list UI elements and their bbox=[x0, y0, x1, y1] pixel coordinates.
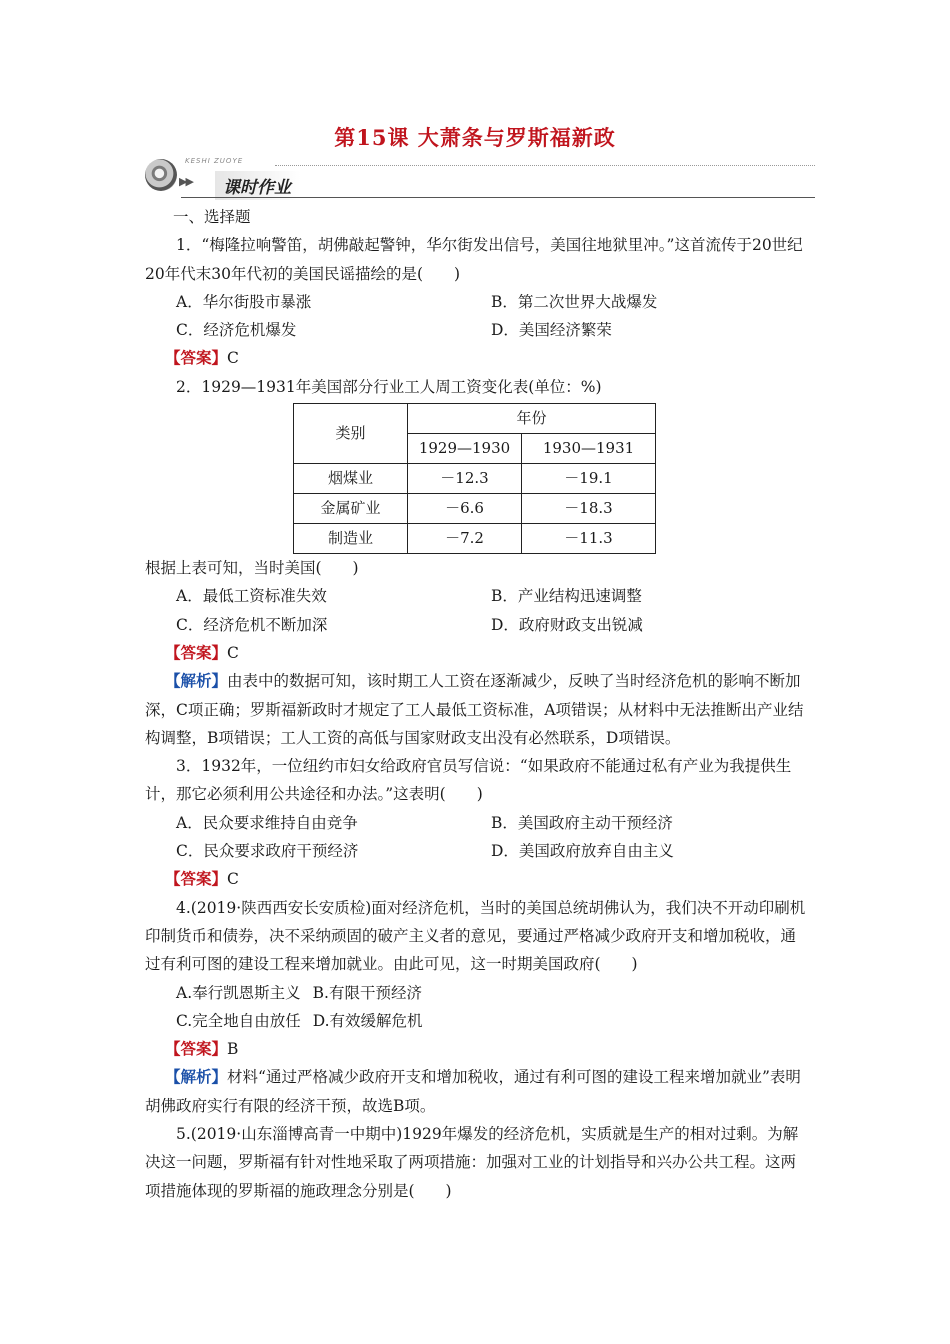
question-3-options-row2 bbox=[145, 837, 810, 865]
answer-tag: 【答案】 bbox=[165, 643, 228, 662]
table-cell: 制造业 bbox=[294, 524, 408, 554]
table-cell: －18.3 bbox=[522, 494, 656, 524]
question-1-options-row2 bbox=[145, 316, 810, 344]
question-3-answer bbox=[145, 865, 810, 893]
table-header-col1: 1929—1930 bbox=[408, 434, 522, 464]
page-title: 第15课 大萧条与罗斯福新政 bbox=[334, 125, 616, 150]
question-5-stem: 5.(2019·山东淄博高青一中期中)1929年爆发的经济危机，实质就是生产的相对过剩。为解决这一问题，罗斯福有针对性地采取了两项措施：加强对工业的计划指导和兴办公共工程。这两项措施体现的罗斯福的施政理念分别是( ) bbox=[145, 1125, 799, 1200]
dotted-divider bbox=[275, 165, 815, 166]
option-d: D．政府财政支出锐减 bbox=[491, 615, 643, 634]
answer-tag: 【答案】 bbox=[165, 1040, 228, 1059]
option-b: B．第二次世界大战爆发 bbox=[491, 292, 658, 311]
option-b: B．美国政府主动干预经济 bbox=[491, 813, 673, 832]
answer-tag: 【答案】 bbox=[165, 870, 228, 889]
option-c: C．经济危机不断加深 bbox=[176, 615, 328, 634]
option-c: C.完全地自由放任 bbox=[176, 1011, 301, 1030]
answer-value: C bbox=[227, 870, 239, 889]
option-d: D．美国经济繁荣 bbox=[491, 321, 612, 340]
option-a: A.奉行凯恩斯主义 bbox=[176, 983, 301, 1002]
answer-value: C bbox=[227, 643, 239, 662]
question-1-answer bbox=[145, 344, 810, 372]
option-c: C．民众要求政府干预经济 bbox=[176, 842, 359, 861]
solid-divider bbox=[181, 197, 815, 198]
question-4-answer bbox=[145, 1035, 810, 1063]
wage-table bbox=[293, 403, 656, 554]
option-a: A．民众要求维持自由竞争 bbox=[176, 813, 358, 832]
option-d: D．美国政府放弃自由主义 bbox=[491, 842, 674, 861]
question-2-answer bbox=[145, 639, 810, 667]
table-header-year: 年份 bbox=[408, 404, 656, 434]
option-a: A．最低工资标准失效 bbox=[176, 587, 327, 606]
gear-icon bbox=[145, 159, 177, 191]
option-b: B．产业结构迅速调整 bbox=[491, 587, 642, 606]
table-header-col2: 1930—1931 bbox=[522, 434, 656, 464]
section-banner bbox=[145, 155, 815, 200]
question-2-options-row1 bbox=[145, 582, 810, 610]
question-4-options-row1 bbox=[145, 979, 810, 1007]
option-b: B.有限干预经济 bbox=[312, 983, 422, 1002]
question-1-options-row1 bbox=[145, 288, 810, 316]
question-4-stem: 4.(2019·陕西西安长安质检)面对经济危机，当时的美国总统胡佛认为，我们决不开动印刷机印制货币和债券，决不采纳顽固的破产主义者的意见，要通过严格减少政府开支和增加税收，通过有利可图的建设工程来增加就业。由此可见，这一时期美国政府( ) bbox=[145, 898, 806, 974]
table-cell: －7.2 bbox=[408, 524, 522, 554]
question-3-stem: 3．1932年，一位纽约市妇女给政府官员写信说：“如果政府不能通过私有产业为我提供生计，那它必须利用公共途径和办法。”这表明( ) bbox=[145, 757, 792, 804]
table-cell: －19.1 bbox=[522, 464, 656, 494]
question-2-stem: 2．1929—1931年美国部分行业工人周工资变化表(单位：%) bbox=[176, 377, 602, 396]
question-2-prompt: 根据上表可知，当时美国( ) bbox=[145, 559, 359, 578]
question-4-options-row2 bbox=[145, 1007, 810, 1035]
analysis-tag: 【解析】 bbox=[165, 1068, 228, 1087]
table-cell: －6.6 bbox=[408, 494, 522, 524]
answer-value: B bbox=[227, 1040, 239, 1059]
table-row bbox=[294, 464, 656, 494]
table-cell: 金属矿业 bbox=[294, 494, 408, 524]
banner-label: 课时作业 bbox=[215, 171, 301, 200]
table-cell: －12.3 bbox=[408, 464, 522, 494]
option-c: C．经济危机爆发 bbox=[176, 321, 297, 340]
analysis-text: 材料“通过严格减少政府开支和增加税收，通过有利可图的建设工程来增加就业”表明胡佛政府实行有限的经济干预，故选B项。 bbox=[145, 1068, 801, 1115]
table-row bbox=[294, 494, 656, 524]
question-content bbox=[145, 203, 810, 1205]
answer-tag: 【答案】 bbox=[165, 349, 228, 368]
question-1-stem: 1．“梅隆拉响警笛，胡佛敲起警钟，华尔街发出信号，美国往地狱里冲。”这首流传于20世纪20年代末30年代初的美国民谣描绘的是( ) bbox=[145, 236, 803, 283]
option-a: A．华尔街股市暴涨 bbox=[176, 292, 312, 311]
section-heading: 一、选择题 bbox=[173, 208, 251, 226]
arrow-icon: ▶▶ bbox=[179, 175, 192, 188]
answer-value: C bbox=[227, 349, 239, 368]
analysis-text: 由表中的数据可知，该时期工人工资在逐渐减少，反映了当时经济危机的影响不断加深，C项正确；罗斯福新政时才规定了工人最低工资标准，A项错误；从材料中无法推断出产业结构调整，B项错误；工人工资的高低与国家财政支出没有必然联系，D项错误。 bbox=[145, 672, 804, 747]
analysis-tag: 【解析】 bbox=[165, 672, 228, 691]
table-row bbox=[294, 524, 656, 554]
table-cell: 烟煤业 bbox=[294, 464, 408, 494]
question-2-analysis bbox=[145, 667, 810, 752]
question-2-options-row2 bbox=[145, 611, 810, 639]
table-header-category: 类别 bbox=[294, 404, 408, 464]
question-4-analysis bbox=[145, 1063, 810, 1120]
table-cell: －11.3 bbox=[522, 524, 656, 554]
question-3-options-row1 bbox=[145, 809, 810, 837]
banner-english-label: KESHI ZUOYE bbox=[185, 157, 244, 165]
option-d: D.有效缓解危机 bbox=[312, 1011, 423, 1030]
